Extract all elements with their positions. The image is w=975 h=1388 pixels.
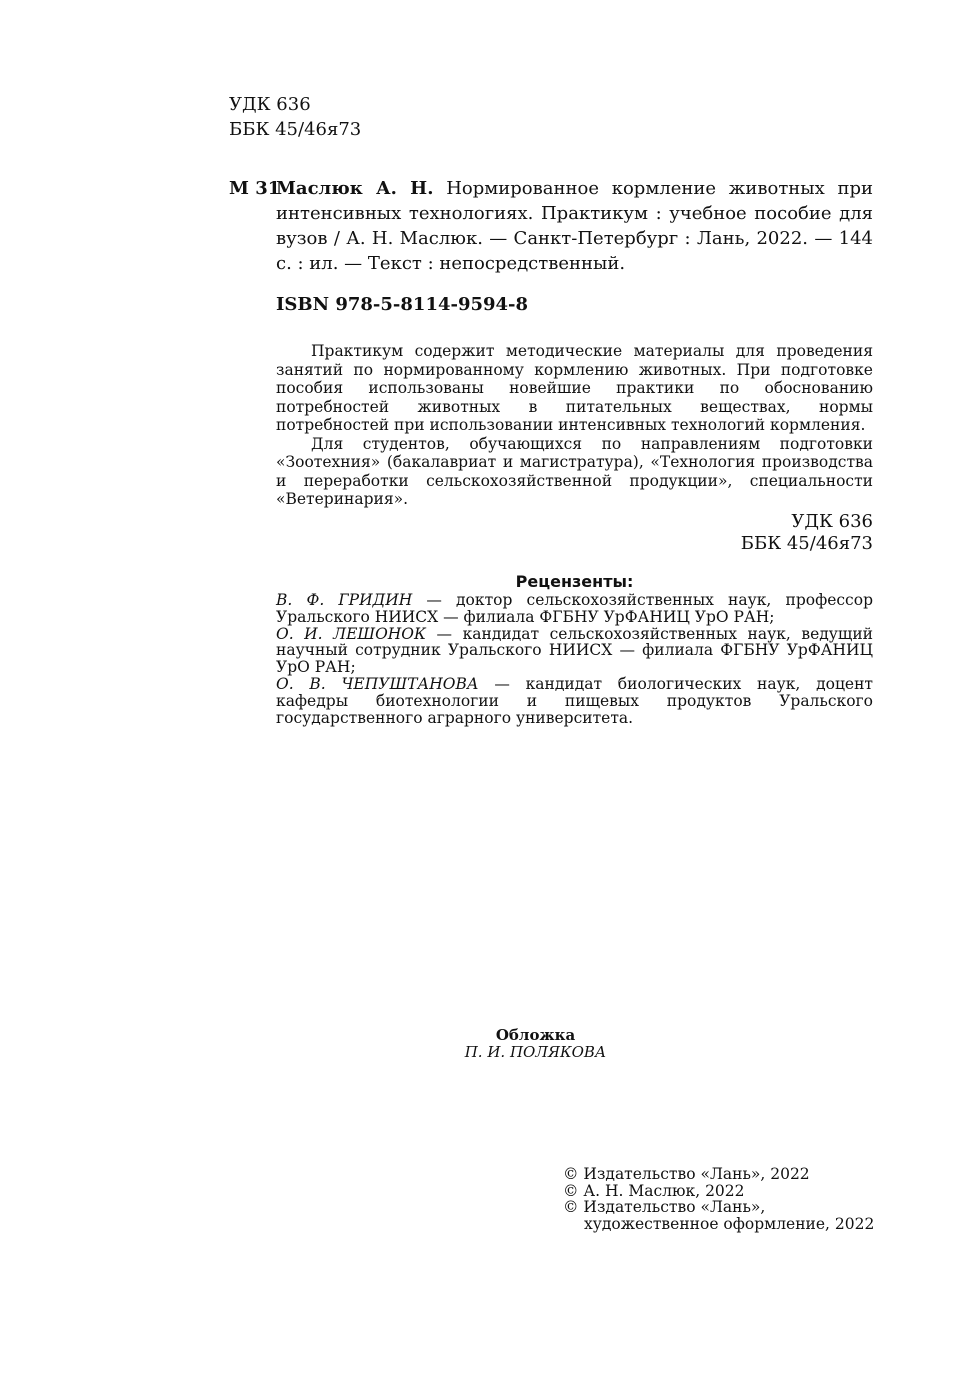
top-classification-codes — [229, 92, 361, 142]
cover-designer: П. И. ПОЛЯКОВА — [464, 1043, 607, 1061]
copyright-line: © А. Н. Маслюк, 2022 — [563, 1181, 745, 1200]
bibliographic-record — [276, 176, 873, 276]
reviewer-entry — [276, 592, 873, 626]
bbk-code: ББК 45/46я73 — [740, 533, 873, 554]
reviewers-heading: Рецензенты: — [515, 572, 634, 591]
reviewer-entry — [276, 626, 873, 676]
isbn: ISBN 978-5-8114-9594-8 — [276, 294, 529, 315]
cover-title: Обложка — [495, 1026, 576, 1044]
reviewer-description: — кандидат сельскохозяйственных наук, ведущий научный сотрудник Уральского НИИСХ — филиала ФГБНУ УрФАНИЦ УрО РАН; — [276, 624, 873, 677]
bibliographic-description: Нормированное кормление животных при интенсивных технологиях. Практикум : учебное пособие для вузов / А. Н. Маслюк. — Санкт-Петербург : Лань, 2022. — 144 с. : ил. — Текст : непосредственный. — [276, 178, 874, 274]
reviewer-name: О. И. ЛЕШОНОК — [276, 624, 427, 643]
bibliographic-author: Маслюк А. Н. — [276, 178, 434, 199]
reviewer-description: — кандидат биологических наук, доцент кафедры биотехнологии и пищевых продуктов Уральского государственного аграрного университета. — [276, 674, 874, 727]
bbk-code: ББК 45/46я73 — [229, 119, 362, 140]
copyright-block — [563, 1166, 874, 1232]
copyright-line: художественное оформление, 2022 — [584, 1214, 875, 1233]
reviewer-entry — [276, 676, 873, 726]
author-mark: М 31 — [229, 178, 281, 199]
reviewer-name: О. В. ЧЕПУШТАНОВА — [276, 674, 479, 693]
annotation-paragraph: Практикум содержит методические материалы для проведения занятий по нормированному кормлению животных. При подготовке пособия использованы новейшие практики по обоснованию потребностей животных в питательных веществах, нормы потребностей при использовании интенсивных технологий кормления. — [276, 342, 873, 434]
copyright-line: © Издательство «Лань», 2022 — [563, 1165, 810, 1183]
right-classification-codes — [700, 511, 873, 555]
copyright-line: © Издательство «Лань», — [563, 1198, 766, 1216]
udk-code: УДК 636 — [791, 511, 873, 532]
udk-code: УДК 636 — [229, 94, 311, 115]
annotation — [276, 342, 873, 509]
reviewer-name: В. Ф. ГРИДИН — [276, 591, 413, 609]
annotation-paragraph: Для студентов, обучающихся по направлениям подготовки «Зоотехния» (бакалавриат и магистратура), «Технология производства и переработки сельскохозяйственной продукции», специальности «Ветеринария». — [276, 434, 873, 508]
reviewer-description: — доктор сельскохозяйственных наук, профессор Уральского НИИСХ — филиала ФГБНУ УрФАНИЦ УрО РАН; — [276, 591, 873, 626]
reviewers-list — [276, 592, 873, 726]
cover-credit — [276, 1027, 795, 1061]
